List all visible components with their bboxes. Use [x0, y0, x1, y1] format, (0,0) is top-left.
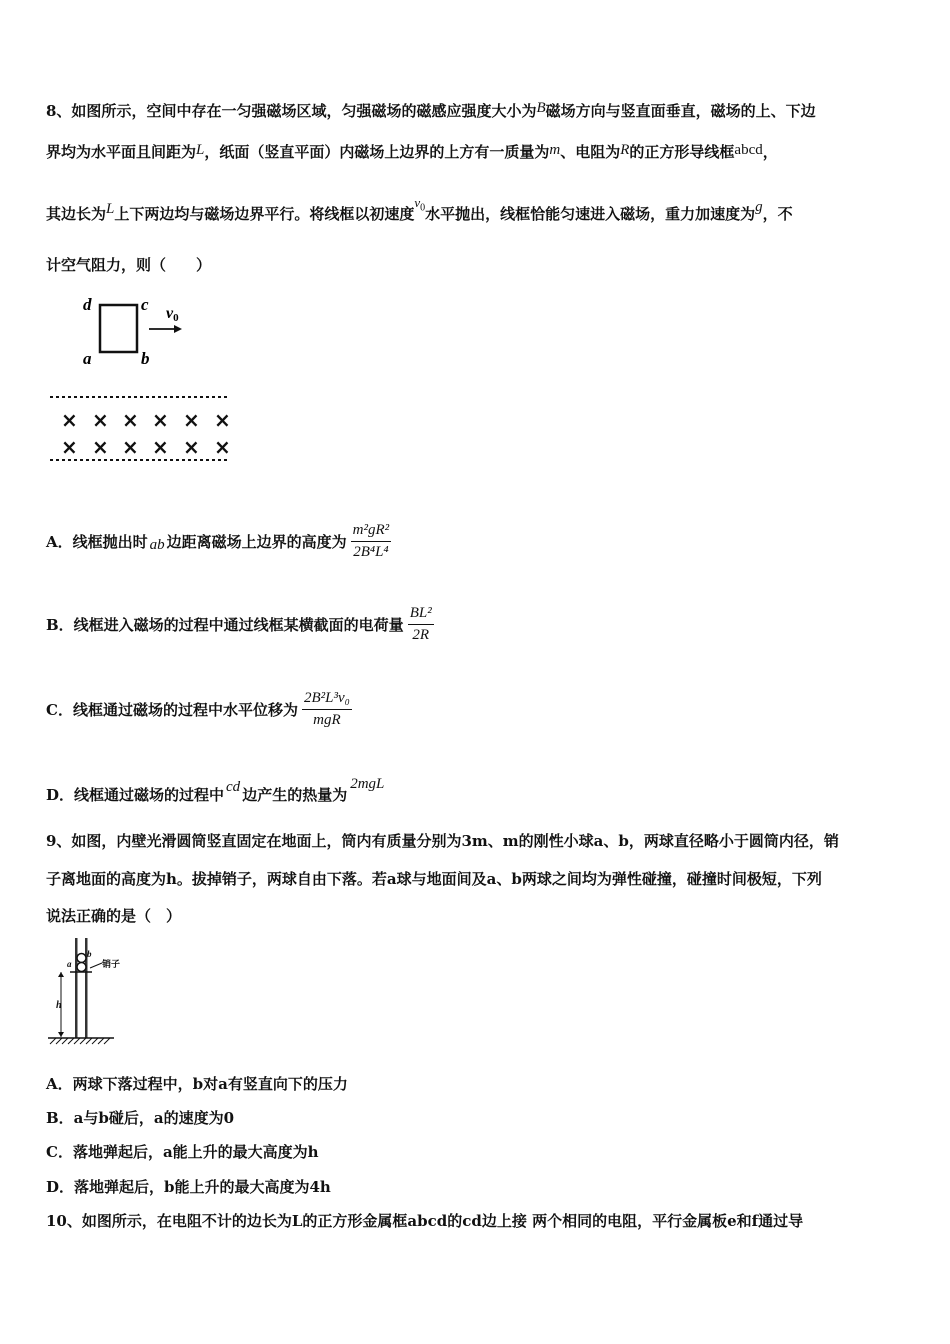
cross-mark: ×	[122, 435, 139, 459]
q8-line-1: 8、如图所示，空间中存在一匀强磁场区域，匀强磁场的磁感应强度大小为B磁场方向与竖直面垂直，磁场的上、下边	[46, 100, 816, 120]
var-m: m	[549, 142, 561, 158]
label-pin: 销子	[102, 960, 121, 970]
pin-pointer	[90, 963, 102, 968]
fraction-displacement: $\frac{\text{2B²L³v₀}}{\text{mgR}}$	[303, 690, 350, 728]
var-L: L	[196, 142, 205, 158]
label-d: d	[83, 295, 92, 314]
var-R: R	[620, 142, 630, 158]
q9-figure	[46, 936, 156, 1051]
q10-line-1: 10、如图所示，在电阻不计的边长为L的正方形金属框abcd的cd边上接 两个相同的电阻，平行金属板e和f通过导	[46, 1212, 804, 1230]
label-h: h	[56, 1000, 62, 1011]
q8-option-d: D．线框通过磁场的过程中 cd 边产生的热量为2mgL	[46, 776, 385, 804]
var-v0: $v_0$	[414, 195, 426, 214]
cross-mark: ×	[214, 408, 231, 432]
cross-mark: ×	[61, 435, 78, 459]
cross-mark: ×	[183, 408, 200, 432]
q8-line-3: 其边长为L上下两边均与磁场边界平行。将线框以初速度$v_0$水平抛出，线框恰能匀速进入磁场，重力加速度为g，不	[46, 195, 793, 223]
cross-mark: ×	[61, 408, 78, 432]
var-abcd: abcd	[734, 142, 763, 158]
expr-heat: 2mgL	[350, 776, 385, 792]
q9-line-1: 9、如图，内壁光滑圆筒竖直固定在地面上，筒内有质量分别为3m、m的刚性小球a、b，两球直径略小于圆筒内径，销	[46, 832, 839, 850]
cross-mark: ×	[214, 435, 231, 459]
var-cd: cd	[226, 779, 241, 795]
q8-option-b: B．线框进入磁场的过程中通过线框某横截面的电荷量 $\frac{\text{BL²}}{2R}$	[46, 605, 432, 643]
cross-mark: ×	[152, 408, 169, 432]
q9-option-a: A．两球下落过程中，b对a有竖直向下的压力	[46, 1075, 348, 1093]
cylinder-wall-left	[75, 938, 78, 1038]
label-v0: v0	[166, 305, 179, 324]
label-b: b	[141, 349, 150, 368]
q9-option-d: D．落地弹起后，b能上升的最大高度为4h	[46, 1178, 331, 1196]
magnetic-field-crosses	[61, 408, 231, 459]
var-B: B	[536, 100, 546, 116]
q8-option-c: C．线框通过磁场的过程中水平位移为 $\frac{\text{2B²L³v₀}}{\text{mgR}}$	[46, 690, 350, 728]
velocity-arrow-icon	[149, 325, 182, 333]
var-g: g	[755, 199, 763, 215]
var-ab: ab	[149, 537, 165, 553]
q8-line-2: 界均为水平面且间距为L，纸面（竖直平面）内磁场上边界的上方有一质量为m、电阻为R的正方形导线框abcd，	[46, 142, 778, 161]
wire-frame	[100, 305, 137, 352]
fraction-height: $\frac{\text{m²gR²}}{\text{2B⁴L⁴}}$	[352, 522, 390, 560]
cross-mark: ×	[183, 435, 200, 459]
ball-b	[77, 954, 86, 963]
cross-mark: ×	[92, 408, 109, 432]
ground-hatch	[50, 1038, 110, 1044]
q9-option-c: C．落地弹起后，a能上升的最大高度为h	[46, 1143, 319, 1161]
q9-line-3: 说法正确的是（ ）	[46, 907, 182, 925]
ball-a	[77, 963, 86, 972]
cross-mark: ×	[122, 408, 139, 432]
label-a: a	[67, 959, 72, 969]
q9-line-2: 子离地面的高度为h。拔掉销子，两球自由下落。若a球与地面间及a、b两球之间均为弹性碰撞，碰撞时间极短，下列	[46, 870, 822, 888]
q9-option-b: B．a与b碰后，a的速度为0	[46, 1109, 235, 1127]
var-L-2: L	[106, 201, 115, 217]
q8-option-a: A．线框抛出时 ab 边距离磁场上边界的高度为 $\frac{\text{m²gR²}}{\text{2B⁴L⁴}}$	[46, 522, 390, 560]
q8-line-4: 计空气阻力，则（ ）	[46, 256, 212, 274]
cross-mark: ×	[92, 435, 109, 459]
q8-figure	[46, 288, 246, 468]
fraction-charge: $\frac{\text{BL²}}{2R}$	[409, 605, 432, 643]
label-c: c	[141, 295, 149, 314]
label-a: a	[83, 349, 92, 368]
cross-mark: ×	[152, 435, 169, 459]
label-b: b	[87, 949, 92, 959]
